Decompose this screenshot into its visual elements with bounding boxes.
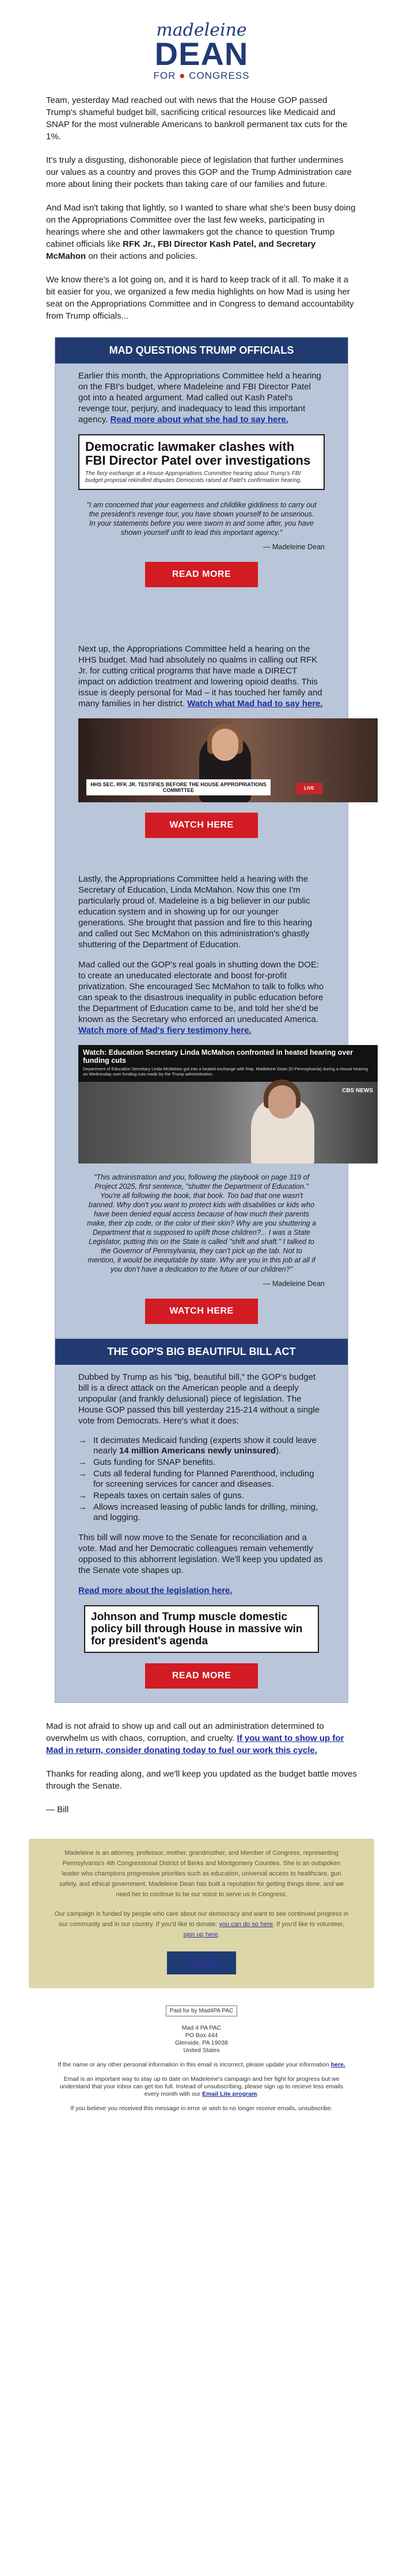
bullet-text: Cuts all federal funding for Planned Parenthood, including for screening services for cancer and diseases. xyxy=(93,1469,314,1489)
education-video-subtitle: Department of Education Secretary Linda McMahon got into a heated exchange with Rep. Madeleine Dean (D-Pennsylvania) during a House hearing on Wednesday over funding cuts made by the Trump administration. xyxy=(83,1066,368,1077)
bill-news-title: Johnson and Trump muscle domestic policy bill through House in massive win for president's agenda xyxy=(91,1611,303,1647)
cbs-news-logo: CBS NEWS xyxy=(342,1088,373,1094)
footer-bio: Madeleine is an attorney, professor, mother, grandmother, and Member of Congress, representing Pennsylvania's 4th Congressional District of Berks and Montgomery Counties. She is an outspoken leader who champions progressive priorities such as education, universal access to healthcare, gun safety, and ethical government. Madeleine Dean has built a reputation for getting things done, and we need her to continue to be our voice to serve us in Congress. xyxy=(59,1850,344,1898)
donate-button[interactable]: DONATE xyxy=(167,1951,236,1974)
bullet-text: Repeals taxes on certain sales of guns. xyxy=(93,1491,244,1501)
arrow-icon: → xyxy=(78,1469,87,1479)
fbi-news-caption: The fiery exchange at a House Appropriations Committee hearing about Trump's FBI budget proposal rekindled disputes Democrats raised at Patel's confirmation hearing. xyxy=(85,470,302,484)
intro-section xyxy=(0,94,403,322)
intro-paragraph: It's truly a disgusting, dishonorable piece of legislation that further undermines our values as a country and proves this GOP and the Trump Administration care more about lining their pockets than taking care of our families and future. xyxy=(46,155,352,189)
education-video-title: Watch: Education Secretary Linda McMahon confronted in heated hearing over funding cuts xyxy=(83,1048,353,1065)
donate-link[interactable]: If you want to show up for Mad in return, consider donating today to fuel our work this cycle. xyxy=(46,1733,344,1755)
fbi-read-more-button[interactable]: READ MORE xyxy=(145,562,258,587)
outro-text: Mad is not afraid to show up and call out an administration determined to overwhelm us with chaos, corruption, and cruelty. xyxy=(46,1721,324,1743)
footer-donate-link[interactable]: you can do so here xyxy=(219,1921,273,1928)
education-text: Mad called out the GOP's real goals in shutting down the DOE: to create an uneducated electorate and boost for-profit privatization. She encouraged Sec McMahon to talk to folks who can speak to the disastrous inequality in public education before the Department of Education came to be, and told her she'd be known as the Secretary who enforced an uneducated America. xyxy=(78,960,324,1024)
legal-section xyxy=(0,1988,403,2112)
bullet-bold-text: 14 million Americans newly uninsured xyxy=(119,1446,276,1456)
bill-bullet-list xyxy=(78,1436,325,1523)
hhs-paragraph xyxy=(78,644,325,709)
list-item xyxy=(78,1436,325,1456)
bullet-text-part: It decimates Medicaid funding (experts show it could leave nearly xyxy=(93,1436,317,1456)
logo-name: DEAN xyxy=(154,36,249,72)
hhs-text: Next up, the Appropriations Committee held a hearing on the HHS budget. Mad had absolutely no qualms in calling out RFK Jr. for cutting critical programs that have made a DIRECT impact on addiction treatment and lowering opioid deaths. This issue is deeply personal for Mad – it has touched her family and many families in her district. xyxy=(78,644,322,709)
video-header xyxy=(78,1045,378,1082)
footer-funding xyxy=(53,1909,350,1940)
footer-text: Our campaign is funded by people who care about our democracy and want to see continued progress in our community and in our country. If you'd like to donate: xyxy=(54,1911,349,1928)
outro-section xyxy=(0,1703,403,1816)
intro-text: on their actions and policies. xyxy=(86,251,197,261)
logo-dot-icon: ● xyxy=(179,70,186,81)
education-quote-attribution: — Madeleine Dean xyxy=(263,1280,325,1288)
legal-text: . xyxy=(257,2091,259,2097)
list-item xyxy=(78,1502,325,1523)
email-lite-link[interactable]: Email Lite program xyxy=(202,2091,257,2097)
address-line: Mad 4 PA PAC xyxy=(181,2024,222,2031)
officials-body xyxy=(55,363,373,1324)
fbi-text: Earlier this month, the Appropriations Committee held a hearing on the FBI's budget, where Madeleine and FBI Director Patel got into a heated argument. Mad called out Kash Patel's revenge tour, perjury, and inadequacy to lead this important agency. xyxy=(78,371,321,424)
unsubscribe-text[interactable]: If you believe you received this message in error or wish to no longer receive emails, unsubscribe. xyxy=(70,2105,333,2112)
hhs-watch-link[interactable]: Watch what Mad had to say here. xyxy=(187,699,323,709)
footer-volunteer-link[interactable]: sign up here xyxy=(183,1931,218,1938)
intro-bold-text: RFK Jr., FBI Director Kash Patel, and Secretary McMahon xyxy=(46,239,316,261)
bill-body xyxy=(55,1365,348,1689)
list-item xyxy=(78,1457,325,1468)
address-line: United States xyxy=(183,2047,220,2054)
fbi-news-title: Democratic lawmaker clashes with FBI Director Patel over investigations xyxy=(85,439,311,468)
bill-panel xyxy=(55,1338,348,1703)
address-line: PO Box 444 xyxy=(185,2032,218,2039)
fbi-paragraph xyxy=(78,370,325,425)
education-video-thumbnail[interactable] xyxy=(78,1045,378,1163)
speaker-face xyxy=(268,1085,296,1119)
arrow-icon: → xyxy=(78,1436,87,1445)
bill-read-more-link[interactable]: Read more about the legislation here. xyxy=(78,1586,233,1595)
bill-heading: THE GOP'S BIG BEAUTIFUL BILL ACT xyxy=(55,1339,348,1365)
hhs-video-thumbnail[interactable] xyxy=(78,718,378,802)
bill-read-more-button[interactable]: READ MORE xyxy=(145,1663,258,1689)
bill-news-card[interactable] xyxy=(84,1605,319,1653)
video-background xyxy=(78,1082,378,1163)
education-quote: "This administration and you, following the playbook on page 319 of Project 2025, first sentence, "shutter the Department of Education." You're all following the book, that book. Too bad that one wasn't banned. Why don't you want to protect kids with disabilities or kids who have been denied equal access because of how much their parents make, their zip code, or the color of their skin? Why are you shuttering a Department that is supposed to uplift those children?... I was a State Legislator, putting this on the State is called "shift and shaft." I talked to the Governor of Pennsylvania, they can't pick up the tab. Not to mention, it would be inequitable by state. Why are you in this job at all if you don't have a dedication to the future of our children?" xyxy=(86,1173,317,1273)
mailing-address xyxy=(52,2024,351,2054)
logo-script: madeleine xyxy=(156,20,247,40)
logo-subtitle xyxy=(0,70,403,82)
list-item xyxy=(78,1469,325,1490)
address-line: Glenside, PA 19038 xyxy=(174,2039,229,2046)
bill-paragraph-2: This bill will now move to the Senate for reconciliation and a vote. Mad and her Democratic colleagues remain vehemently opposed to this abhorrent legislation. We'll keep you updated as the Senate vote shapes up. xyxy=(78,1533,323,1575)
fbi-read-more-link[interactable]: Read more about what she had to say here. xyxy=(110,415,288,424)
paid-for-box: Paid for by Mad4PA PAC xyxy=(166,2005,237,2016)
intro-paragraph: We know there's a lot going on, and it is hard to keep track of it all. To make it a bit easier for you, we organized a few media highlights on how Mad is using her seat on the Appropriations Committee and in Congress to demand accountability from Trump officials... xyxy=(46,275,354,321)
hhs-watch-button[interactable]: WATCH HERE xyxy=(145,813,258,838)
logo-sub-prefix: FOR xyxy=(153,70,176,81)
speaker-face xyxy=(212,729,238,761)
outro-paragraph: Thanks for reading along, and we'll keep you updated as the budget battle moves through the Senate. xyxy=(46,1769,357,1791)
arrow-icon: → xyxy=(78,1502,87,1512)
fbi-quote-attribution: — Madeleine Dean xyxy=(263,543,325,551)
officials-heading: MAD QUESTIONS TRUMP OFFICIALS xyxy=(55,338,348,363)
bullet-text: Allows increased leasing of public lands for drilling, mining, and logging. xyxy=(93,1502,318,1522)
hhs-video-lower-third: HHS SEC. RFK JR. TESTIFIES BEFORE THE HOUSE APPROPRIATIONS COMMITTEE xyxy=(86,779,271,795)
legal-text: Email is an important way to stay up to date on Madeleine's campaign and her fight for progress but we understand that your inbox can get too full. Instead of unsubscribing, please sign up to recieve less emails every month with our xyxy=(59,2076,344,2097)
footer-text: . If you'd like to volunteer, xyxy=(273,1921,344,1928)
email-lite-text xyxy=(52,2076,351,2098)
intro-paragraph xyxy=(46,202,357,262)
fbi-quote: "I am concerned that your eagerness and childlike giddiness to carry out the president's revenge tour, you have shown yourself to be unserious. In your statements before you were sworn in and some after, you have shown yourself unfit to lead this important agency." xyxy=(86,501,317,537)
bill-paragraph: Dubbed by Trump as his "big, beautiful bill," the GOP's budget bill is a direct attack on the American people and a deeply unpopular (and frankly delusional) piece of legislation. The House GOP passed this bill yesterday 215-214 without a single vote from Democrats. Here's what it does: xyxy=(78,1372,320,1426)
list-item xyxy=(78,1491,325,1501)
outro-paragraph xyxy=(46,1720,357,1756)
officials-panel xyxy=(55,337,373,1338)
footer-text: . xyxy=(218,1931,220,1938)
legal-text: If the name or any other personal information in this email is incorrect, please update your information xyxy=(58,2061,331,2068)
bullet-text: Guts funding for SNAP benefits. xyxy=(93,1457,216,1467)
fbi-news-card[interactable] xyxy=(78,434,325,490)
arrow-icon: → xyxy=(78,1457,87,1467)
live-badge: LIVE xyxy=(296,783,322,794)
signature: — Bill xyxy=(46,1805,69,1815)
bullet-text xyxy=(93,1436,325,1456)
bullet-text-part: ). xyxy=(276,1446,282,1456)
education-watch-button[interactable]: WATCH HERE xyxy=(145,1299,258,1324)
update-info-text xyxy=(52,2061,351,2069)
education-paragraph-2 xyxy=(78,959,325,1036)
education-watch-link[interactable]: Watch more of Mad's fiery testimony here. xyxy=(78,1025,252,1035)
email-header xyxy=(0,0,403,94)
footer-box xyxy=(29,1839,374,1988)
intro-paragraph: Team, yesterday Mad reached out with news that the House GOP passed Trump's shameful budget bill, sacrificing critical resources like Medicaid and SNAP for the most vulnerable Americans to bankroll permanent tax cuts for the 1%. xyxy=(46,95,348,141)
update-info-link[interactable]: here. xyxy=(330,2061,345,2068)
arrow-icon: → xyxy=(78,1491,87,1501)
intro-text: And Mad isn't taking that lightly, so I wanted to share what she's been busy doing on the Appropriations Committee over the last few weeks, participating in hearings where she and other lawmakers got the chance to question Trump cabinet officials like xyxy=(46,203,356,249)
logo-sub-word: CONGRESS xyxy=(189,70,250,81)
education-paragraph: Lastly, the Appropriations Committee held a hearing with the Secretary of Education, Linda McMahon. Now this one I'm particularly proud of. Madeleine is a big believer in our public education system and in showing up for our younger generations. She brought that passion and fire to this hearing and called out Sec McMahon on this administration's ghastly shuttering of the Department of Education. xyxy=(78,874,313,950)
